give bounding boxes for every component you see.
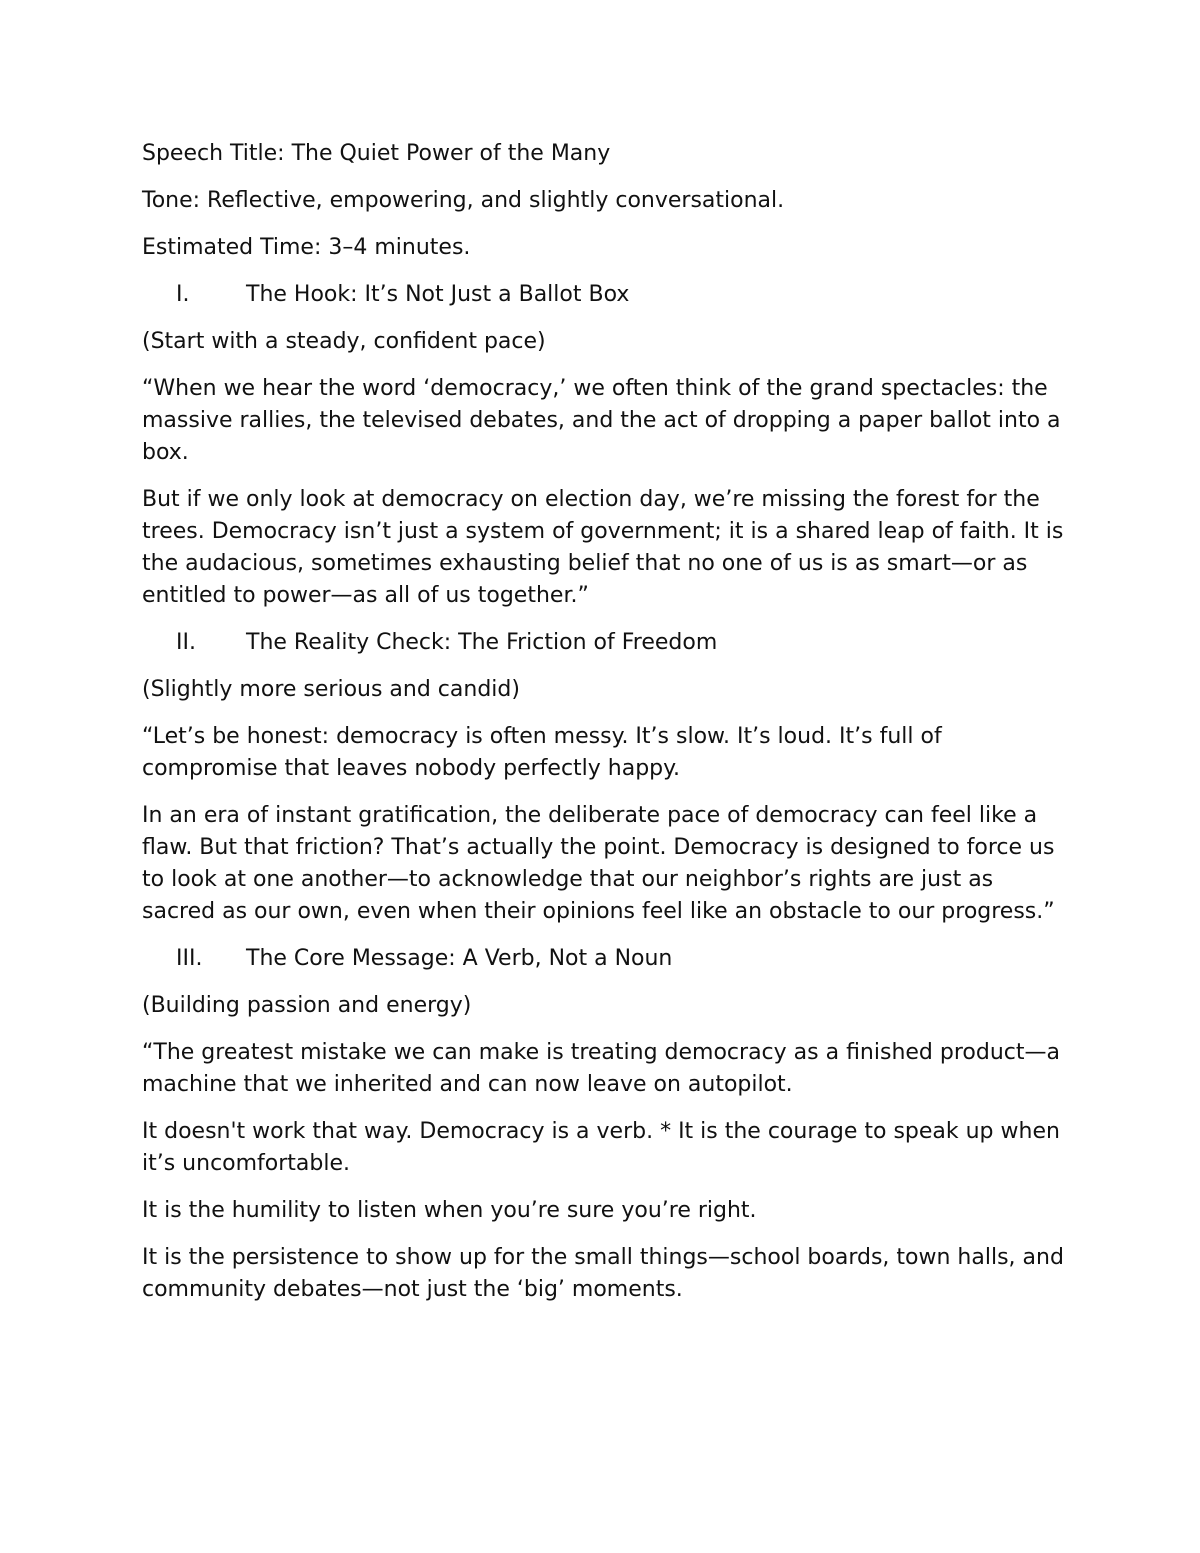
section-number: II. <box>176 630 196 655</box>
section-title: The Reality Check: The Friction of Freedom <box>246 630 718 655</box>
section-heading <box>142 279 1072 311</box>
section-number: I. <box>176 282 190 307</box>
section-title: The Hook: It’s Not Just a Ballot Box <box>246 282 630 307</box>
estimated-time: Estimated Time: 3–4 minutes. <box>142 235 471 260</box>
speech-title: Speech Title: The Quiet Power of the Many <box>142 141 611 166</box>
stage-direction: (Slightly more serious and candid) <box>142 677 520 702</box>
section-title: The Core Message: A Verb, Not a Noun <box>246 946 673 971</box>
section-heading <box>142 627 1072 659</box>
speech-paragraph: But if we only look at democracy on election day, we’re missing the forest for the trees. Democracy isn’t just a system of government; it is a shared leap of faith. It is the audacious, sometimes exhausting belief that no one of us is as smart—or as entitled to power—as all of us together.” <box>142 487 1064 608</box>
speech-paragraph: “The greatest mistake we can make is treating democracy as a finished product—a machine that we inherited and can now leave on autopilot. <box>142 1040 1060 1097</box>
speech-paragraph: It is the persistence to show up for the small things—school boards, town halls, and community debates—not just the ‘big’ moments. <box>142 1245 1064 1302</box>
speech-paragraph: “When we hear the word ‘democracy,’ we often think of the grand spectacles: the massive rallies, the televised debates, and the act of dropping a paper ballot into a box. <box>142 376 1061 465</box>
document-page <box>142 138 1072 1321</box>
section-number: III. <box>176 946 203 971</box>
speech-paragraph: “Let’s be honest: democracy is often messy. It’s slow. It’s loud. It’s full of compromise that leaves nobody perfectly happy. <box>142 724 942 781</box>
speech-paragraph: It is the humility to listen when you’re sure you’re right. <box>142 1198 757 1223</box>
speech-paragraph: It doesn't work that way. Democracy is a verb. * It is the courage to speak up when it’s uncomfortable. <box>142 1119 1060 1176</box>
section-heading <box>142 943 1072 975</box>
stage-direction: (Building passion and energy) <box>142 993 472 1018</box>
stage-direction: (Start with a steady, confident pace) <box>142 329 546 354</box>
speech-paragraph: In an era of instant gratification, the deliberate pace of democracy can feel like a flaw. But that friction? That’s actually the point. Democracy is designed to force us to look at one another—to acknowledge that our neighbor’s rights are just as sacred as our own, even when their opinions feel like an obstacle to our progress.” <box>142 803 1055 924</box>
speech-tone: Tone: Reflective, empowering, and slightly conversational. <box>142 188 785 213</box>
